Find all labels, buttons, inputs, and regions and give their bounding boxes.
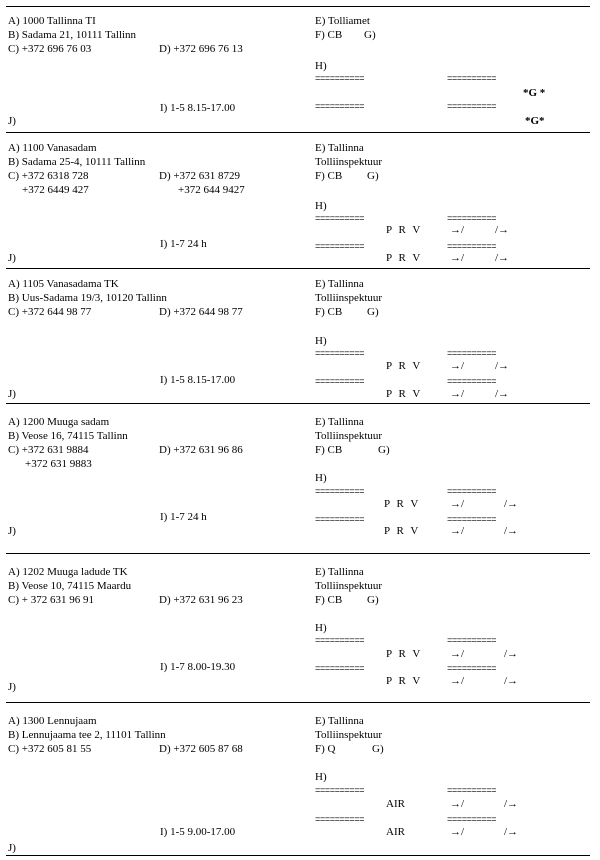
separator-line [6,132,590,133]
transport-mode: P R V [386,224,423,236]
field-a: A) 1300 Lennujaam [8,715,97,727]
field-c: C) +372 644 98 77 [8,306,92,318]
dash-row: ========== [447,214,497,224]
dash-row: ========== [315,815,365,825]
field-i: I) 1-5 8.15-17.00 [160,102,236,114]
dash-row: ========== [447,515,497,525]
route-mark: /→ [495,360,510,372]
route-mark: /→ [504,498,519,510]
field-c-extra: +372 631 9883 [25,458,92,470]
route-mark: /→ [504,798,519,810]
route-mark: →/ [450,675,465,687]
route-mark: →/ [450,498,465,510]
route-mark: →/ [450,798,465,810]
dash-row: ========== [447,102,497,112]
field-g: G) [367,170,379,182]
field-d: D) +372 644 98 77 [159,306,243,318]
field-f: F) CB [315,170,343,182]
route-mark: →/ [450,224,465,236]
field-e-extra: Tolliinspektuur [315,292,383,304]
route-mark: →/ [450,360,465,372]
transport-mode: P R V [384,498,421,510]
field-h: H) [315,335,327,347]
field-j: J) [8,525,16,537]
separator-line [6,702,590,703]
field-d: D) +372 631 8729 [159,170,241,182]
route-mark: /→ [495,252,510,264]
dash-row: ========== [315,515,365,525]
field-e-extra: Tolliinspektuur [315,430,383,442]
field-d-extra: +372 644 9427 [178,184,245,196]
field-e-extra: Tolliinspektuur [315,580,383,592]
field-i: I) 1-7 24 h [160,511,207,523]
field-g: G) [367,594,379,606]
field-f: F) CB [315,594,343,606]
field-g: G) [378,444,390,456]
route-mark: →/ [450,826,465,838]
field-j: J) [8,388,16,400]
field-b: B) Veose 10, 74115 Maardu [8,580,132,592]
field-f: F) CB [315,444,343,456]
field-b: B) Uus-Sadama 19/3, 10120 Tallinn [8,292,167,304]
separator-line [6,553,590,554]
dash-row: ========== [447,349,497,359]
dash-row: ========== [447,74,497,84]
field-g: G) [367,306,379,318]
separator-line [6,6,590,7]
route-mark: /→ [504,826,519,838]
field-h: H) [315,472,327,484]
dash-row: ========== [315,487,365,497]
office-entry [0,403,600,553]
field-f: F) Q [315,743,336,755]
field-b: B) Sadama 25-4, 10111 Tallinn [8,156,146,168]
route-mark: /→ [495,388,510,400]
dash-row: ========== [315,377,365,387]
field-c: C) + 372 631 96 91 [8,594,94,606]
field-e: E) Tallinna [315,715,364,727]
separator-line [6,855,590,856]
dash-row: ========== [447,815,497,825]
dash-row: ========== [447,487,497,497]
transport-mode: AIR [386,826,405,838]
field-c: C) +372 631 9884 [8,444,89,456]
field-d: D) +372 605 87 68 [159,743,243,755]
field-i: I) 1-7 24 h [160,238,207,250]
dash-row: ========== [447,242,497,252]
separator-line [6,403,590,404]
dash-row: ========== [315,214,365,224]
field-g: G) [364,29,376,41]
field-i: I) 1-5 8.15-17.00 [160,374,236,386]
route-mark: →/ [450,525,465,537]
field-c: C) +372 6318 728 [8,170,89,182]
office-entry [0,702,600,860]
field-c: C) +372 605 81 55 [8,743,92,755]
transport-mode: P R V [386,252,423,264]
office-entry [0,553,600,702]
field-j: J) [8,681,16,693]
transport-mode: P R V [386,675,423,687]
field-c: C) +372 696 76 03 [8,43,92,55]
dash-row: ========== [315,242,365,252]
field-d: D) +372 696 76 13 [159,43,243,55]
field-a: A) 1100 Vanasadam [8,142,97,154]
field-h: H) [315,60,327,72]
field-a: A) 1000 Tallinna TI [8,15,96,27]
route-mark: *G* [525,115,545,127]
field-i: I) 1-7 8.00-19.30 [160,661,236,673]
field-e: E) Tallinna [315,142,364,154]
field-a: A) 1202 Muuga ladude TK [8,566,128,578]
dash-row: ========== [315,636,365,646]
route-mark: /→ [504,648,519,660]
field-j: J) [8,115,16,127]
field-e: E) Tallinna [315,416,364,428]
field-b: B) Lennujaama tee 2, 11101 Tallinn [8,729,166,741]
dash-row: ========== [315,664,365,674]
field-h: H) [315,200,327,212]
transport-mode: AIR [386,798,405,810]
field-e-extra: Tolliinspektuur [315,156,383,168]
route-mark: /→ [504,675,519,687]
field-j: J) [8,842,16,854]
field-f: F) CB [315,29,343,41]
field-e: E) Tallinna [315,566,364,578]
route-mark: →/ [450,648,465,660]
route-mark: →/ [450,252,465,264]
field-h: H) [315,622,327,634]
office-entry [0,0,600,132]
dash-row: ========== [447,636,497,646]
dash-row: ========== [447,377,497,387]
route-mark: /→ [495,224,510,236]
route-mark: →/ [450,388,465,400]
field-g: G) [372,743,384,755]
field-a: A) 1200 Muuga sadam [8,416,110,428]
field-d: D) +372 631 96 23 [159,594,243,606]
field-a: A) 1105 Vanasadama TK [8,278,119,290]
field-j: J) [8,252,16,264]
dash-row: ========== [315,786,365,796]
dash-row: ========== [447,664,497,674]
field-i: I) 1-5 9.00-17.00 [160,826,236,838]
route-mark: *G * [523,87,546,99]
field-b: B) Veose 16, 74115 Tallinn [8,430,128,442]
route-mark: /→ [504,525,519,537]
office-entry [0,132,600,268]
transport-mode: P R V [384,525,421,537]
separator-line [6,268,590,269]
field-e: E) Tolliamet [315,15,370,27]
dash-row: ========== [315,102,365,112]
field-h: H) [315,771,327,783]
field-e-extra: Tolliinspektuur [315,729,383,741]
transport-mode: P R V [386,648,423,660]
dash-row: ========== [447,786,497,796]
field-b: B) Sadama 21, 10111 Tallinn [8,29,137,41]
office-entry [0,268,600,403]
field-d: D) +372 631 96 86 [159,444,243,456]
transport-mode: P R V [386,360,423,372]
dash-row: ========== [315,74,365,84]
transport-mode: P R V [386,388,423,400]
dash-row: ========== [315,349,365,359]
field-c-extra: +372 6449 427 [22,184,89,196]
field-e: E) Tallinna [315,278,364,290]
field-f: F) CB [315,306,343,318]
